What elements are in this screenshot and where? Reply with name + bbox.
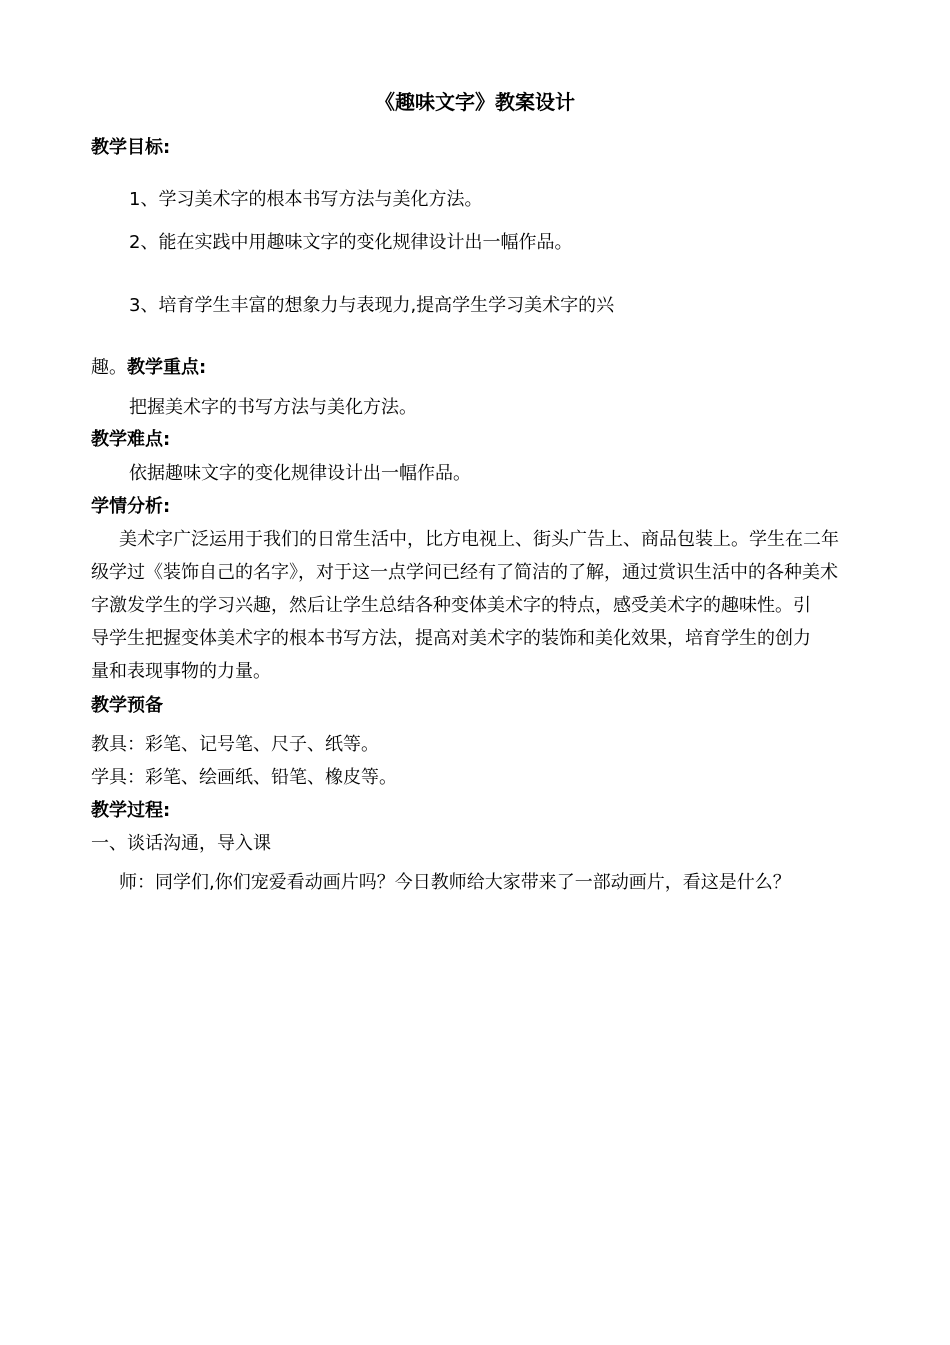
analysis-line-5: 量和表现事物的力量。 [91, 661, 271, 682]
document-title: 《趣味文字》教案设计 [375, 90, 575, 114]
process-heading: 教学过程: [91, 800, 171, 821]
objective-continuation: 趣。 [91, 357, 127, 378]
objective-item-2: 2、能在实践中用趣味文字的变化规律设计出一幅作品。 [129, 232, 573, 253]
objective-item-3: 3、培育学生丰富的想象力与表现力,提高学生学习美术字的兴 [129, 295, 615, 316]
analysis-line-3: 字激发学生的学习兴趣，然后让学生总结各种变体美术字的特点，感受美术字的趣味性。引 [91, 595, 811, 616]
analysis-line-2: 级学过《装饰自己的名字》，对于这一点学问已经有了简洁的了解，通过赏识生活中的各种美术 [91, 562, 838, 583]
analysis-line-4: 导学生把握变体美术字的根本书写方法，提高对美术字的装饰和美化效果，培育学生的创力 [91, 628, 811, 649]
process-step-1: 一、谈话沟通，导入课 [91, 833, 271, 854]
difficulties-content: 依据趣味文字的变化规律设计出一幅作品。 [129, 463, 471, 484]
analysis-heading: 学情分析: [91, 496, 171, 517]
objective-item-1: 1、学习美术字的根本书写方法与美化方法。 [129, 189, 483, 210]
objectives-heading: 教学目标: [91, 137, 171, 158]
analysis-line-1: 美术字广泛运用于我们的日常生活中，比方电视上、街头广告上、商品包装上。学生在二年 [119, 529, 839, 550]
preparation-teacher: 教具：彩笔、记号笔、尺子、纸等。 [91, 734, 379, 755]
key-points-line [91, 356, 206, 380]
key-points-heading: 教学重点: [127, 357, 207, 378]
preparation-heading: 教学预备 [91, 695, 163, 716]
difficulties-heading: 教学难点: [91, 429, 171, 450]
key-points-content: 把握美术字的书写方法与美化方法。 [129, 397, 417, 418]
preparation-student: 学具：彩笔、绘画纸、铅笔、橡皮等。 [91, 767, 397, 788]
process-teacher-line: 师：同学们,你们宠爱看动画片吗？今日教师给大家带来了一部动画片，看这是什么？ [119, 872, 791, 893]
